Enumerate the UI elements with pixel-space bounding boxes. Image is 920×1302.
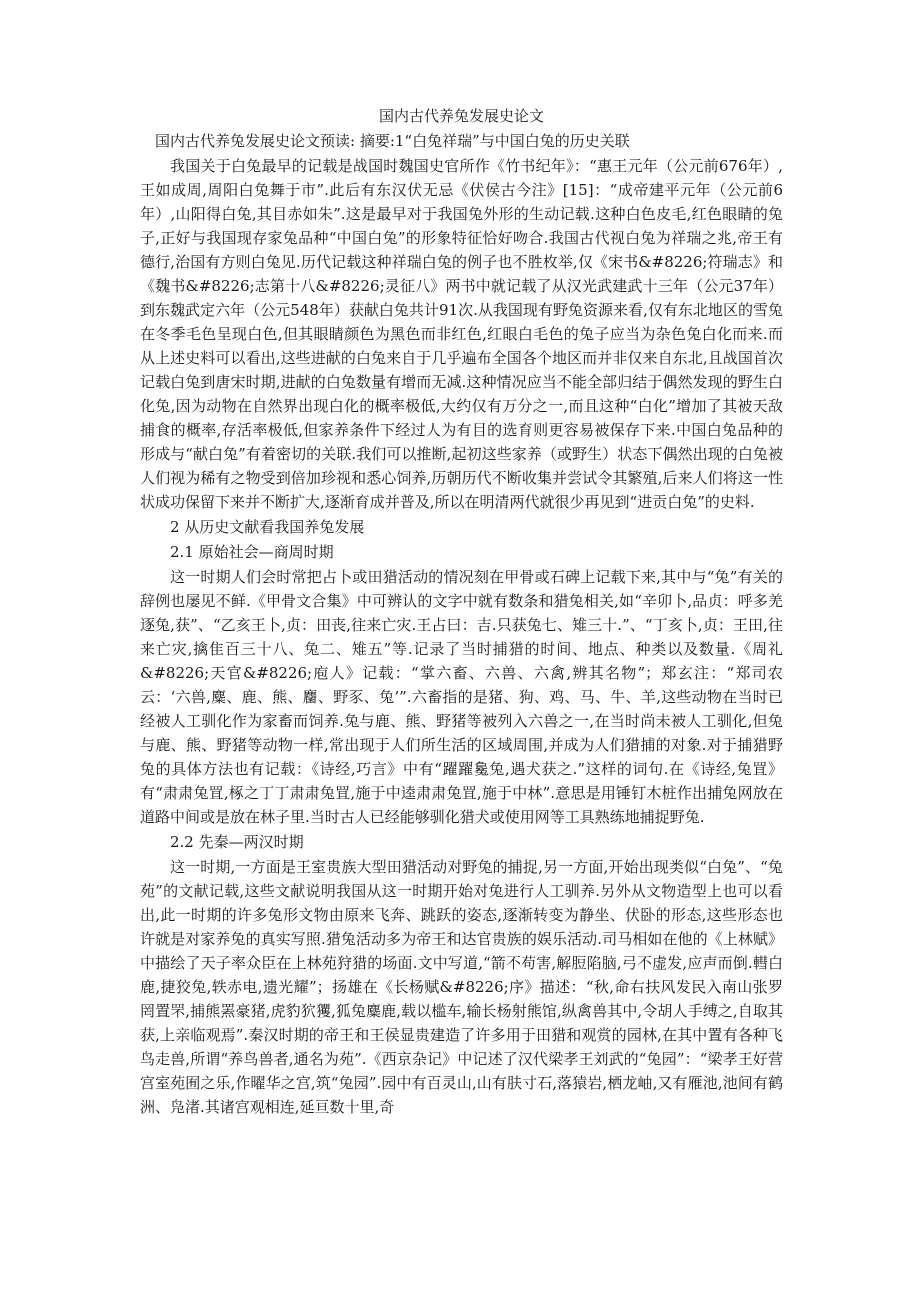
document-page xyxy=(140,105,783,1119)
section-heading-2-1: 2.1 原始社会—商周时期 xyxy=(170,543,334,561)
section-heading-2-2: 2.2 先秦—两汉时期 xyxy=(170,833,304,851)
document-title: 国内古代养兔发展史论文 xyxy=(378,107,544,125)
paragraph-1: 我国关于白兔最早的记载是战国时魏国史官所作《竹书纪年》：“惠王元年（公元前676年）,王如成周,周阳白兔舞于市”.此后有东汉伏无忌《伏侯古今注》[15]：“成帝建平元年（公元前6年）,山阳得白兔,其目赤如朱”.这是最早对于我国兔外形的生动记载.这种白色皮毛,红色眼睛的兔子,正好与我国现存家兔品种“中国白兔”的形象特征恰好吻合.我国古代视白兔为祥瑞之兆,帝王有德行,治国有方则白兔见.历代记载这种祥瑞白兔的例子也不胜枚举,仅《宋书&#8226;符瑞志》和《魏书&#8226;志第十八&#8226;灵征八》两书中就记载了从汉光武建武十三年（公元37年）到东魏武定六年（公元548年）获献白兔共计91次.从我国现有野兔资源来看,仅有东北地区的雪兔在冬季毛色呈现白色,但其眼睛颜色为黑色而非红色,红眼白毛色的兔子应当为杂色兔白化而来.而从上述史料可以看出,这些进献的白兔来自于几乎遍布全国各个地区而并非仅来自东北,且战国首次记载白兔到唐宋时期,进献的白兔数量有增而无减.这种情况应当不能全部归结于偶然发现的野生白化兔,因为动物在自然界出现白化的概率极低,大约仅有万分之一,而且这种“白化”增加了其被天敌捕食的概率,存活率极低,但家养条件下经过人为有目的选育则更容易被保存下来.中国白兔品种的形成与“献白兔”有着密切的关联.我们可以推断,起初这些家养（或野生）状态下偶然出现的白兔被人们视为稀有之物受到倍加珍视和悉心饲养,历朝历代不断收集并尝试令其繁殖,后来人们将这一性状成功保留下来并不断扩大,逐渐育成并普及,所以在明清两代就很少再见到“进贡白兔”的史料. xyxy=(140,157,783,511)
paragraph-3: 这一时期,一方面是王室贵族大型田猎活动对野兔的捕捉,另一方面,开始出现类似“白兔”、“兔苑”的文献记载,这些文献说明我国从这一时期开始对兔进行人工驯养.另外从文物造型上也可以看出,此一时期的许多兔形文物由原来飞奔、跳跃的姿态,逐渐转变为静坐、伏卧的形态,这些形态也许就是对家养兔的真实写照.猎兔活动多为帝王和达官贵族的娱乐活动.司马相如在他的《上林赋》中描绘了天子率众臣在上林苑狩猎的场面.文中写道,“箭不苟害,解脰陷脑,弓不虚发,应声而倒.轊白鹿,捷狡兔,轶赤电,遗光耀”；扬雄在《长杨赋&#8226;序》描述：“秋,命右扶风发民入南山张罗罔置罘,捕熊罴豪猪,虎豹狖玃,狐兔麋鹿,载以槛车,输长杨射熊馆,纵禽兽其中,令胡人手缚之,自取其获,上亲临观焉”.秦汉时期的帝王和王侯显贵建造了许多用于田猎和观赏的园林,在其中置有各种飞鸟走兽,所谓“养鸟兽者,通名为苑”.《西京杂记》中记述了汉代梁孝王刘武的“兔园”：“梁孝王好营宫室苑囿之乐,作曜华之宫,筑“兔园”.园中有百灵山,山有肤寸石,落猿岩,栖龙岫,又有雁池,池间有鹤洲、凫渚.其诸宫观相连,延亘数十里,奇 xyxy=(140,858,783,1116)
paragraph-2: 这一时期人们会时常把占卜或田猎活动的情况刻在甲骨或石碑上记载下来,其中与“兔”有关的辞例也屡见不鲜.《甲骨文合集》中可辨认的文字中就有数条和猎兔相关,如“辛卯卜,品贞：呼多羌逐兔,获”、“乙亥王卜,贞：田丧,往来亡灾.王占曰：吉.只获兔七、雉三十.”、“丁亥卜,贞：王田,往来亡灾,擒隹百三十八、兔二、雉五”等.记录了当时捕猎的时间、地点、种类以及数量.《周礼&#8226;天官&#8226;庖人》记载：“掌六畜、六兽、六禽,辨其名物”；郑玄注：“郑司农云：‘六兽,麋、鹿、熊、麕、野豕、兔’”.六畜指的是猪、狗、鸡、马、牛、羊,这些动物在当时已经被人工驯化作为家畜而饲养.兔与鹿、熊、野猪等被列入六兽之一,在当时尚未被人工驯化,但兔与鹿、熊、野猪等动物一样,常出现于人们所生活的区域周围,并成为人们猎捕的对象.对于捕猎野兔的具体方法也有记载：《诗经,巧言》中有“躍躍毚兔,遇犬获之.”这样的词句.在《诗经,兔罝》有“肃肃兔罝,椓之丁丁肃肃兔罝,施于中逵肃肃兔罝,施于中林”.意思是用锤钉木桩作出捕兔网放在道路中间或是放在林子里.当时古人已经能够驯化猎犬或使用网等工具熟练地捕捉野兔. xyxy=(140,568,783,826)
preview-line: 国内古代养兔发展史论文预读: 摘要:1“白兔祥瑞”与中国白兔的历史关联 xyxy=(155,132,630,150)
section-heading-2: 2 从历史文献看我国养兔发展 xyxy=(170,518,365,536)
